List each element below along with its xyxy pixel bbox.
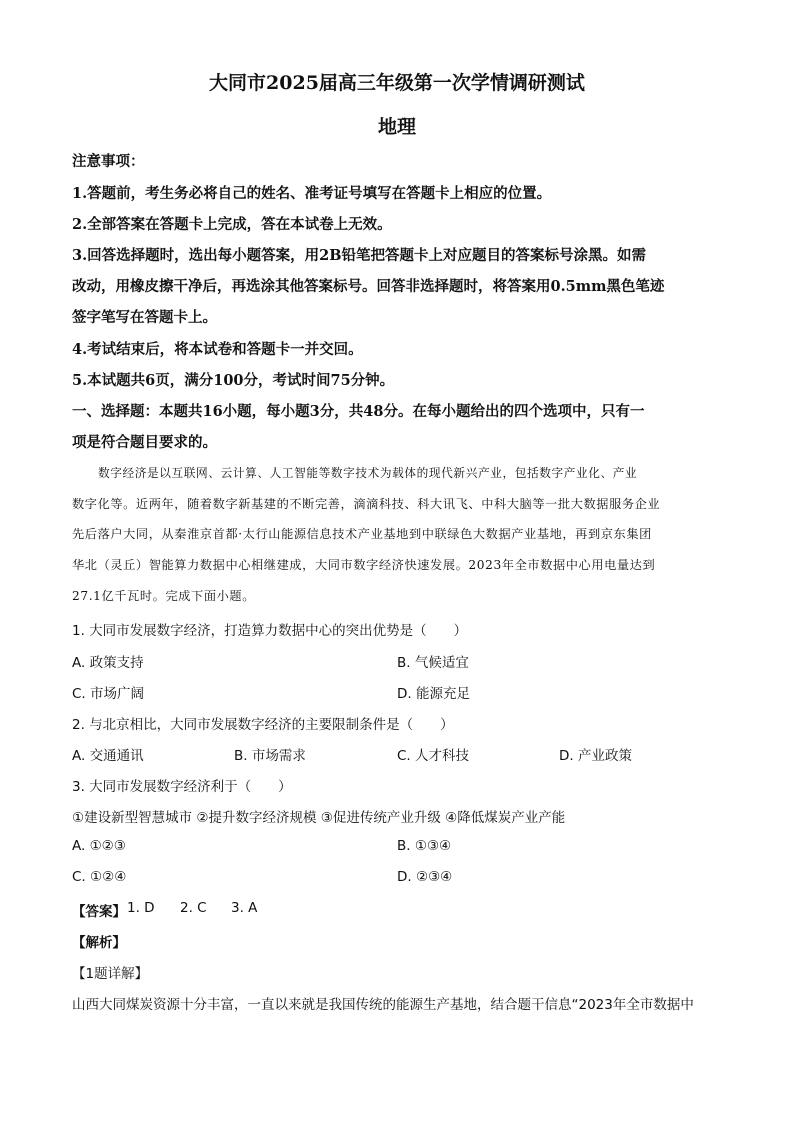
answer-2: 2. C bbox=[180, 900, 207, 916]
q1-option-c: C. 市场广阔 bbox=[72, 686, 145, 702]
question-1-stem: 1. 大同市发展数字经济，打造算力数据中心的突出优势是（ ） bbox=[72, 623, 468, 639]
answer-3: 3. A bbox=[231, 900, 258, 916]
q2-option-a: A. 交通通讯 bbox=[72, 748, 144, 764]
exam-title: 大同市2025届高三年级第一次学情调研测试 bbox=[209, 72, 585, 94]
section-heading: 一、选择题：本题共16小题，每小题3分，共48分。在每小题给出的四个选项中，只有一 bbox=[72, 403, 645, 420]
q1-option-b: B. 气候适宜 bbox=[397, 655, 469, 671]
notice-item: 4.考试结束后，将本试卷和答题卡一并交回。 bbox=[72, 341, 363, 358]
q3-option-b: B. ①③④ bbox=[397, 838, 452, 854]
passage-line: 27.1亿千瓦时。完成下面小题。 bbox=[72, 589, 255, 603]
q2-option-c: C. 人才科技 bbox=[397, 748, 470, 764]
q1-option-a: A. 政策支持 bbox=[72, 655, 144, 671]
subject-title: 地理 bbox=[377, 116, 416, 138]
passage-line: 数字经济是以互联网、云计算、人工智能等数字技术为载体的现代新兴产业，包括数字产业化、产业 bbox=[98, 466, 638, 480]
q3-option-a: A. ①②③ bbox=[72, 838, 126, 854]
question-2-stem: 2. 与北京相比，大同市发展数字经济的主要限制条件是（ ） bbox=[72, 717, 454, 733]
q1-option-d: D. 能源充足 bbox=[397, 686, 470, 702]
question-3-items: ①建设新型智慧城市 ②提升数字经济规模 ③促进传统产业升级 ④降低煤炭产业产能 bbox=[72, 810, 566, 826]
notice-item: 2.全部答案在答题卡上完成，答在本试卷上无效。 bbox=[72, 216, 392, 233]
notice-item: 3.回答选择题时，选出每小题答案，用2B铅笔把答题卡上对应题目的答案标号涂黑。如需 bbox=[72, 247, 646, 264]
notice-item: 改动，用橡皮擦干净后，再选涂其他答案标号。回答非选择题时，将答案用0.5mm黑色笔迹 bbox=[72, 278, 665, 295]
answer-1: 1. D bbox=[127, 900, 155, 916]
section-heading: 项是符合题目要求的。 bbox=[72, 434, 217, 451]
notice-item: 签字笔写在答题卡上。 bbox=[72, 309, 217, 326]
q3-option-d: D. ②③④ bbox=[397, 869, 453, 885]
question-3-stem: 3. 大同市发展数字经济利于（ ） bbox=[72, 779, 292, 795]
answer-label: 【答案】 bbox=[72, 904, 126, 920]
analysis-text: 山西大同煤炭资源十分丰富，一直以来就是我国传统的能源生产基地，结合题干信息“2023年全市数据中 bbox=[72, 997, 694, 1013]
analysis-q1-label: 【1题详解】 bbox=[72, 966, 149, 982]
q3-option-c: C. ①②④ bbox=[72, 869, 127, 885]
q2-option-d: D. 产业政策 bbox=[559, 748, 632, 764]
q2-option-b: B. 市场需求 bbox=[234, 748, 306, 764]
notice-item: 5.本试题共6页，满分100分，考试时间75分钟。 bbox=[72, 372, 395, 389]
analysis-label: 【解析】 bbox=[72, 935, 126, 951]
notice-heading: 注意事项： bbox=[72, 153, 145, 170]
passage-line: 数字化等。近两年，随着数字新基建的不断完善，滴滴科技、科大讯飞、中科大脑等一批大数据服务企业 bbox=[72, 497, 661, 511]
notice-item: 1.答题前，考生务必将自己的姓名、准考证号填写在答题卡上相应的位置。 bbox=[72, 185, 552, 202]
passage-line: 先后落户大同，从秦淮京首都·太行山能源信息技术产业基地到中联绿色大数据产业基地，再到京东集团 bbox=[72, 527, 652, 541]
passage-line: 华北（灵丘）智能算力数据中心相继建成，大同市数字经济快速发展。2023年全市数据中心用电量达到 bbox=[72, 558, 656, 572]
